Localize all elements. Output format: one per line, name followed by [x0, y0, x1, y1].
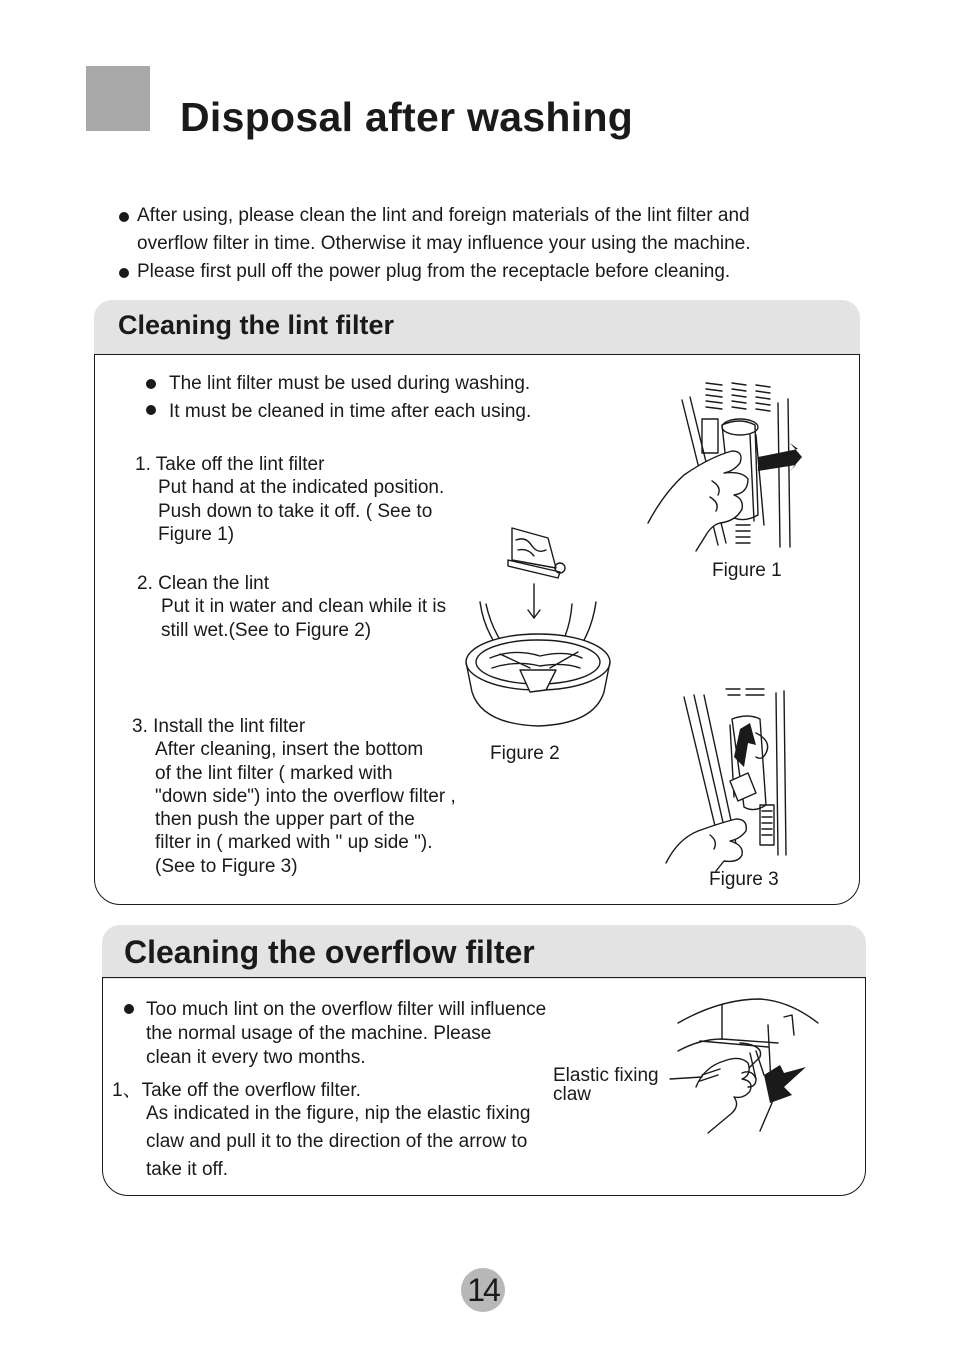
bullet-dot-icon [146, 379, 156, 389]
bullet-dot-icon [119, 268, 129, 278]
intro-line-2: overflow filter in time. Otherwise it may influence your using the machine. [137, 233, 751, 254]
lint-step1-heading: 1. Take off the lint filter [135, 454, 325, 475]
elastic-claw-callout: claw [553, 1084, 592, 1105]
lint-step3-heading: 3. Install the lint filter [132, 716, 306, 737]
overflow-bullet-line: Too much lint on the overflow filter will influence [146, 999, 547, 1020]
page-title: Disposal after washing [180, 94, 634, 140]
intro-line-3: Please first pull off the power plug from the receptacle before cleaning. [137, 261, 731, 282]
lint-step3-line: After cleaning, insert the bottom [155, 739, 424, 760]
figure-1-illustration [640, 375, 810, 555]
intro-line-1: After using, please clean the lint and foreign materials of the lint filter and [137, 205, 750, 226]
lint-step1-line: Put hand at the indicated position. [158, 477, 445, 498]
bullet-dot-icon [146, 405, 156, 415]
lint-step1-line: Figure 1) [158, 524, 235, 545]
lint-step2-line: Put it in water and clean while it is [161, 596, 447, 617]
lint-step2-heading: 2. Clean the lint [137, 573, 270, 594]
page-number-badge: 14 [461, 1268, 505, 1312]
overflow-step1-heading: 1、Take off the overflow filter. [112, 1080, 361, 1101]
lint-step3-line: (See to Figure 3) [155, 856, 298, 877]
overflow-filter-illustration [660, 995, 830, 1140]
overflow-step1-line: take it off. [146, 1159, 229, 1180]
figure-3-illustration [660, 685, 800, 875]
figure-3-caption: Figure 3 [709, 869, 779, 890]
figure-1-caption: Figure 1 [712, 560, 782, 581]
lint-step3-line: of the lint filter ( marked with [155, 763, 393, 784]
overflow-step1-line: As indicated in the figure, nip the elastic fixing [146, 1103, 531, 1124]
lint-step3-line: "down side") into the overflow filter , [155, 786, 456, 807]
lint-bullet-1: The lint filter must be used during washing. [169, 373, 531, 394]
overflow-step1-line: claw and pull it to the direction of the arrow to [146, 1131, 528, 1152]
lint-bullet-2: It must be cleaned in time after each using. [169, 401, 532, 422]
lint-step2-line: still wet.(See to Figure 2) [161, 620, 372, 641]
overflow-bullet-line: the normal usage of the machine. Please [146, 1023, 492, 1044]
figure-2-illustration [460, 520, 620, 730]
elastic-claw-callout: Elastic fixing [553, 1065, 659, 1086]
bullet-dot-icon [124, 1004, 134, 1014]
lint-step3-line: then push the upper part of the [155, 809, 415, 830]
header-gray-square [86, 66, 150, 131]
bullet-dot-icon [119, 212, 129, 222]
lint-step3-line: filter in ( marked with " up side "). [155, 832, 433, 853]
lint-section-title: Cleaning the lint filter [118, 310, 395, 340]
lint-step1-line: Push down to take it off. ( See to [158, 501, 433, 522]
figure-2-caption: Figure 2 [490, 743, 560, 764]
overflow-bullet-line: clean it every two months. [146, 1047, 366, 1068]
overflow-section-title: Cleaning the overflow filter [124, 934, 535, 970]
